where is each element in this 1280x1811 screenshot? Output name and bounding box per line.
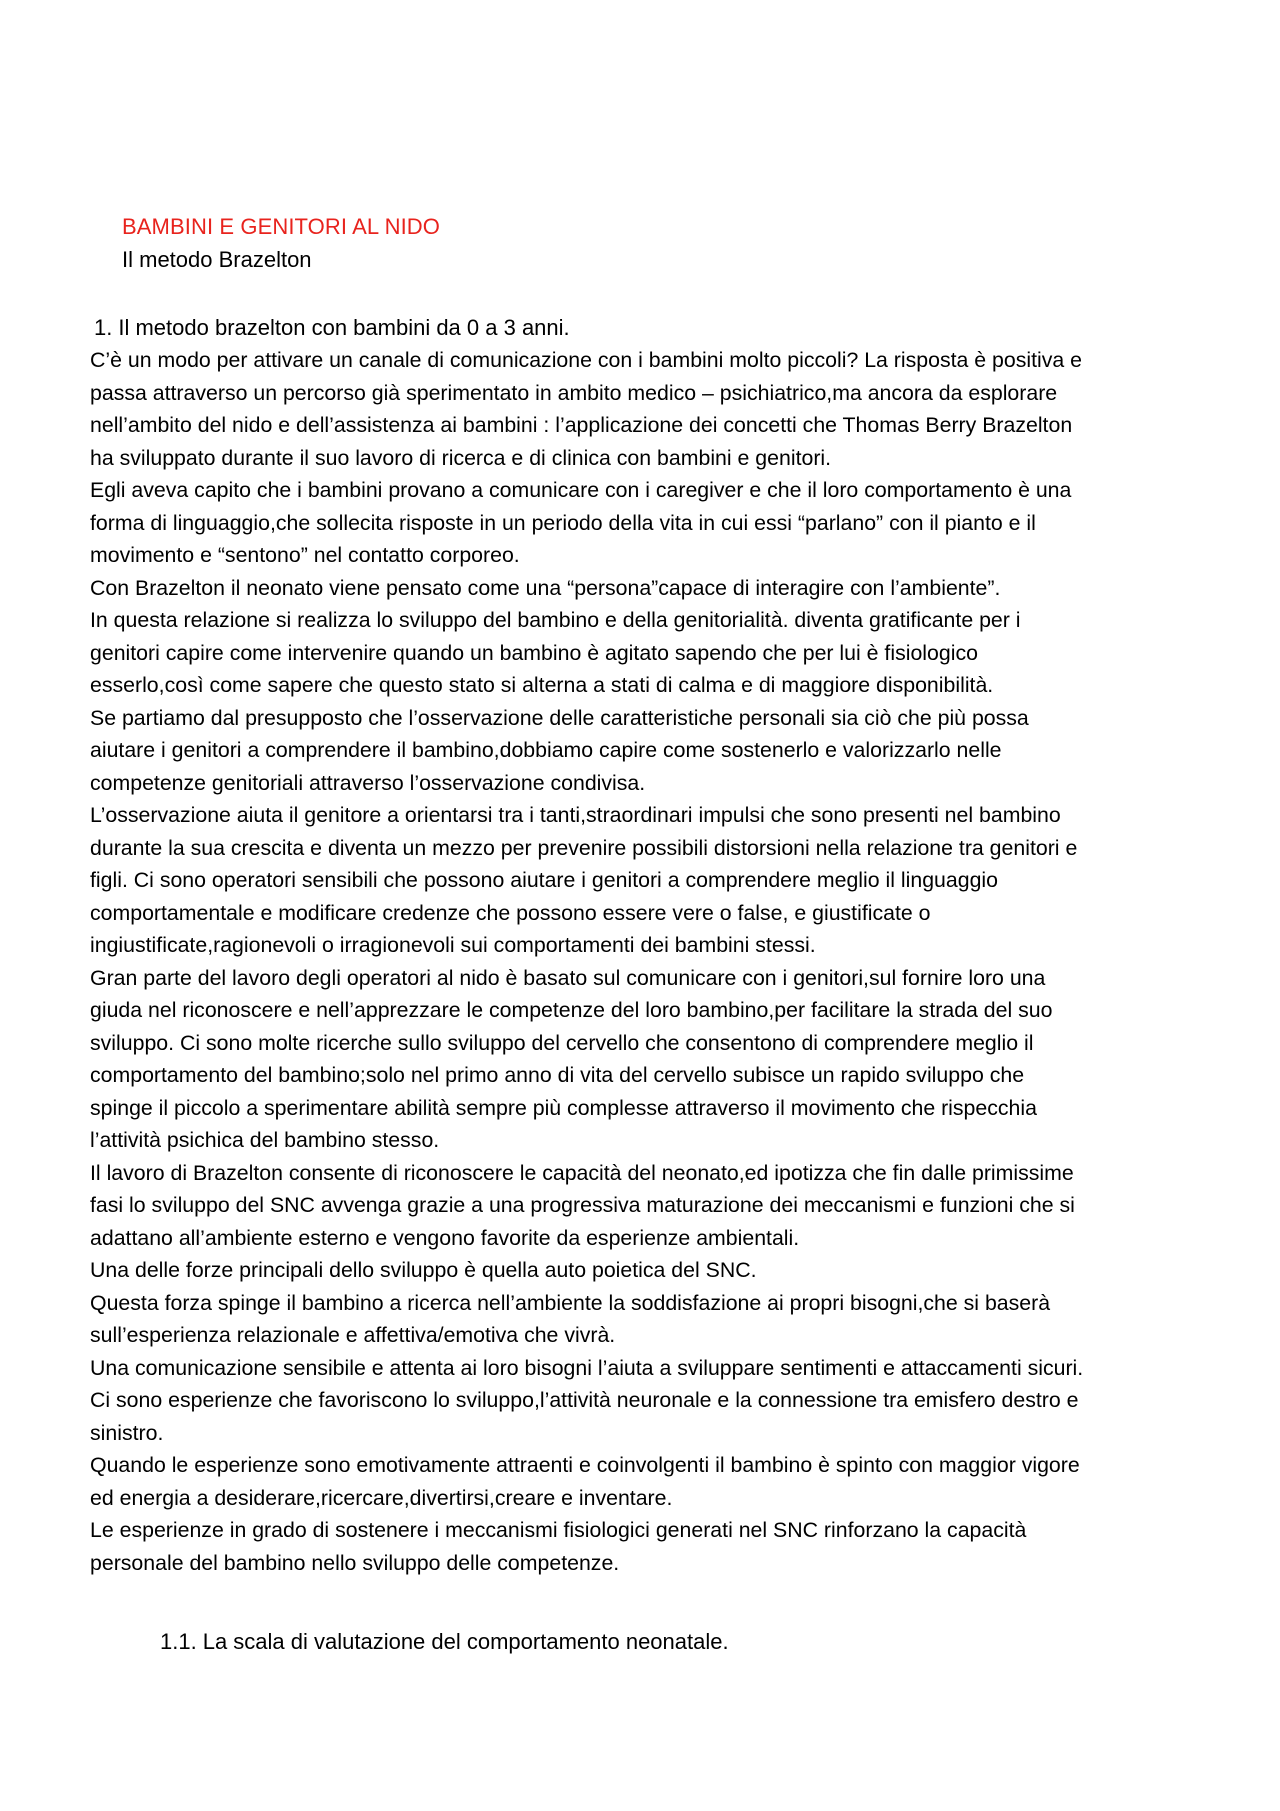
document-title: BAMBINI E GENITORI AL NIDO [122,214,441,239]
body-line: L’osservazione aiuta il genitore a orientarsi tra i tanti,straordinari impulsi che sono presenti nel bambino [90,803,1061,827]
section-1-heading-text: Il metodo brazelton con bambini da 0 a 3 anni. [118,315,570,340]
body-line: genitori capire come intervenire quando un bambino è agitato sapendo che per lui è fisiologico [90,640,978,665]
body-line: Una comunicazione sensibile e attenta ai loro bisogni l’aiuta a sviluppare sentimenti e attaccamenti sicuri. [90,1355,1084,1380]
body-line: sull’esperienza relazionale e affettiva/emotiva che vivrà. [90,1323,616,1347]
body-line: Le esperienze in grado di sostenere i meccanismi fisiologici generati nel SNC rinforzano la capacità [90,1518,1027,1542]
body-line: nell’ambito del nido e dell’assistenza ai bambini : l’applicazione dei concetti che Thomas Berry Brazelton [90,413,1073,437]
body-line: giuda nel riconoscere e nell’apprezzare le competenze del loro bambino,per facilitare la strada del suo [90,998,1053,1022]
section-1-body [90,344,1205,1579]
body-line: Quando le esperienze sono emotivamente attraenti e coinvolgenti il bambino è spinto con maggior vigore [90,1453,1080,1477]
section-1-1-heading-text: La scala di valutazione del comportamento neonatale. [202,1629,729,1654]
body-line: l’attività psichica del bambino stesso. [90,1128,440,1152]
section-1-heading [94,312,570,344]
body-line: ed energia a desiderare,ricercare,divertirsi,creare e inventare. [90,1485,673,1510]
body-line: Se partiamo dal presupposto che l’osservazione delle caratteristiche personali sia ciò che più possa [90,705,1029,730]
body-line: esserlo,così come sapere che questo stato si alterna a stati di calma e di maggiore disponibilità. [90,673,994,697]
body-line: Gran parte del lavoro degli operatori al nido è basato sul comunicare con i genitori,sul fornire loro una [90,965,1046,990]
body-line: passa attraverso un percorso già sperimentato in ambito medico – psichiatrico,ma ancora da esplorare [90,380,1058,405]
section-1-number: 1. [94,315,113,340]
body-line: spinge il piccolo a sperimentare abilità sempre più complesse attraverso il movimento che rispecchia [90,1095,1037,1120]
body-line: C’è un modo per attivare un canale di comunicazione con i bambini molto piccoli? La risposta è positiva e [90,348,1083,372]
body-line: Il lavoro di Brazelton consente di riconoscere le capacità del neonato,ed ipotizza che fin dalle primissime [90,1160,1074,1185]
body-line: Una delle forze principali dello sviluppo è quella auto poietica del SNC. [90,1258,757,1282]
body-line: comportamentale e modificare credenze che possono essere vere o false, e giustificate o [90,900,931,925]
document-subtitle: Il metodo Brazelton [122,247,312,272]
body-line: ha sviluppato durante il suo lavoro di ricerca e di clinica con bambini e genitori. [90,445,832,470]
body-line: ingiustificate,ragionevoli o irragionevoli sui comportamenti dei bambini stessi. [90,933,816,957]
section-1-1-heading [160,1626,729,1658]
body-line: sviluppo. Ci sono molte ricerche sullo sviluppo del cervello che consentono di comprendere meglio il [90,1030,1034,1055]
body-line: durante la sua crescita e diventa un mezzo per prevenire possibili distorsioni nella relazione tra genitori e [90,835,1078,860]
body-line: Questa forza spinge il bambino a ricerca nell’ambiente la soddisfazione ai propri bisogni,che si baserà [90,1290,1051,1315]
body-line: fasi lo sviluppo del SNC avvenga grazie a una progressiva maturazione dei meccanismi e funzioni che si [90,1193,1075,1217]
body-line: sinistro. [90,1420,164,1445]
body-line: movimento e “sentono” nel contatto corporeo. [90,543,520,567]
body-line: Ci sono esperienze che favoriscono lo sviluppo,l’attività neuronale e la connessione tra emisfero destro e [90,1388,1079,1412]
body-line: personale del bambino nello sviluppo delle competenze. [90,1550,620,1575]
body-line: comportamento del bambino;solo nel primo anno di vita del cervello subisce un rapido sviluppo che [90,1063,1025,1087]
body-line: In questa relazione si realizza lo sviluppo del bambino e della genitorialità. diventa gratificante per i [90,608,1021,632]
body-line: competenze genitoriali attraverso l’osservazione condivisa. [90,770,646,795]
body-line: aiutare i genitori a comprendere il bambino,dobbiamo capire come sostenerlo e valorizzarlo nelle [90,738,1002,762]
body-line: Con Brazelton il neonato viene pensato come una “persona”capace di interagire con l’ambiente”. [90,575,1001,600]
body-line: figli. Ci sono operatori sensibili che possono aiutare i genitori a comprendere meglio il linguaggio [90,868,998,892]
section-1-1-number: 1.1. [160,1629,197,1654]
body-line: forma di linguaggio,che sollecita risposte in un periodo della vita in cui essi “parlano” con il pianto e il [90,510,1036,535]
body-line: Egli aveva capito che i bambini provano a comunicare con i caregiver e che il loro comportamento è una [90,478,1072,502]
body-line: adattano all’ambiente esterno e vengono favorite da esperienze ambientali. [90,1225,800,1250]
